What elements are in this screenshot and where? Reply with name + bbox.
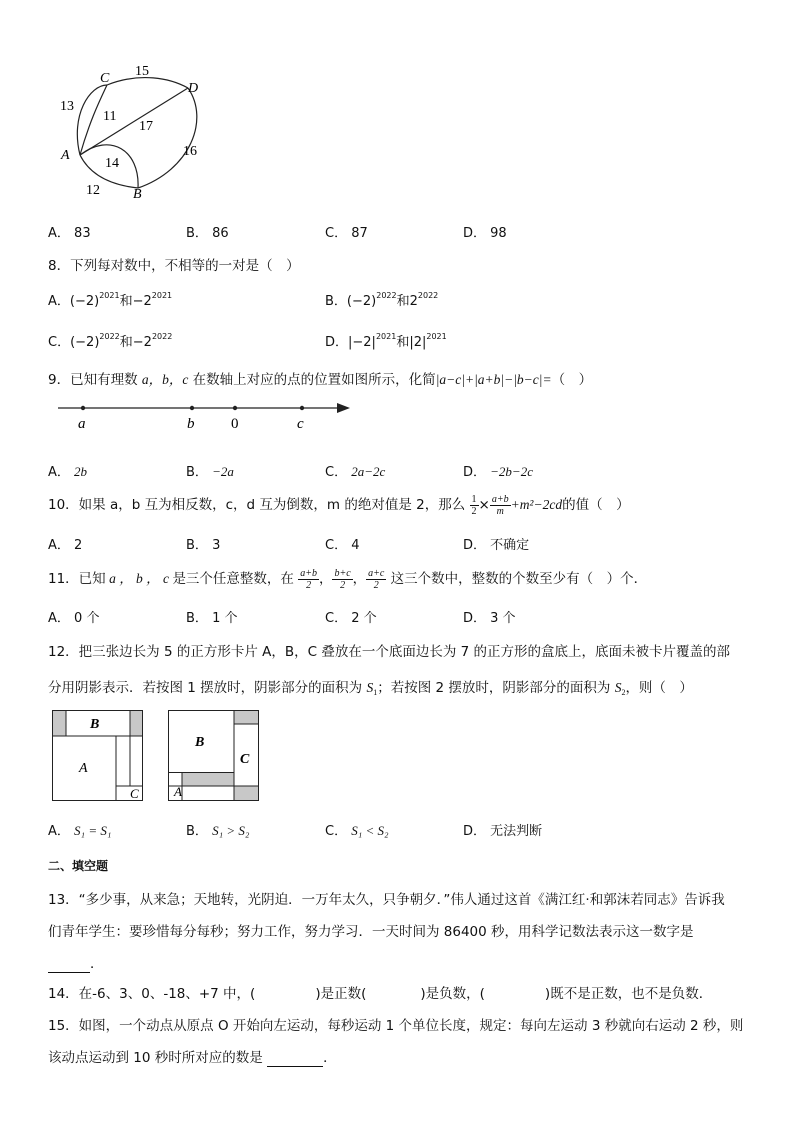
edge-12: 12 [86, 183, 100, 198]
section-heading-fill-in: 二、填空题 [48, 859, 109, 873]
q7-option-d: D． 98 [463, 226, 507, 241]
axis-label-a: a [78, 416, 86, 432]
q11-option-c: C． 2 个 [325, 611, 377, 626]
q10-option-c: C． 4 [325, 538, 360, 553]
axis-label-c: c [297, 416, 304, 432]
q13-line-2: 们青年学生：要珍惜每分每秒；努力工作，努力学习．一天时间为 86400 秒，用科学记数法表示这一数字是 [48, 924, 694, 940]
fraction-a-plus-c: $\frac{a+c}{2}$ [368, 567, 385, 591]
fig2-label-b: B [195, 735, 205, 750]
fig2-label-a: A [174, 784, 182, 799]
axis-label-b: b [187, 416, 195, 432]
fraction-a-plus-b-over-m: $\frac{a+b}{m}$ [491, 493, 509, 517]
edge-14: 14 [105, 156, 119, 171]
point-d: D [188, 81, 199, 96]
q12-option-c: C． S₁ < S₂ [325, 823, 389, 839]
q11-option-b: B． 1 个 [186, 611, 238, 626]
q8-option-d: D．$|-2|^{2021}$和$|2|^{2021}$ [325, 332, 447, 350]
q12-option-d: D． 无法判断 [463, 824, 543, 839]
q7-figure [50, 60, 220, 205]
point-a: A [61, 148, 70, 163]
q7-option-b: B． 86 [186, 226, 229, 241]
fig1-label-c: C [130, 786, 139, 801]
q13-blank[interactable] [48, 956, 90, 973]
q10-option-d: D． 不确定 [463, 538, 530, 553]
q7-option-c: C． 87 [325, 226, 368, 241]
fraction-half: $\frac{1}{2}$ [471, 493, 477, 517]
q13-line-1: 13．“多少事，从来急；天地转，光阴迫．一万年太久，只争朝夕．”伟人通过这首《满江红·和郭沫若同志》告诉我 [48, 892, 725, 908]
edge-16: 16 [183, 144, 197, 159]
q12-option-a: A． S₁ = S₁ [48, 823, 112, 839]
fig1-label-b: B [90, 717, 100, 732]
q8-option-a: A．$(-2)^{2021}$和$-2^{2021}$ [48, 291, 173, 309]
q12-figure-1 [52, 710, 147, 802]
q10-option-a: A． 2 [48, 538, 83, 553]
fraction-a-plus-b: $\frac{a+b}{2}$ [300, 567, 317, 591]
fig2-label-c: C [240, 752, 250, 767]
fig1-label-a: A [79, 761, 88, 776]
point-c: C [100, 71, 110, 86]
q9-number-line [55, 398, 355, 434]
q9-stem: 9．已知有理数 a，b，c 在数轴上对应的点的位置如图所示，化简|a−c|+|a+b|−|b−c|=（ ） [48, 372, 593, 388]
q11-option-a: A． 0 个 [48, 611, 100, 626]
q9-option-c: C． 2a−2c [325, 464, 386, 480]
q15-line-1: 15．如图，一个动点从原点 O 开始向左运动，每秒运动 1 个单位长度，规定：每向左运动 3 秒就向右运动 2 秒，则 [48, 1018, 744, 1034]
q9-option-a: A． 2b [48, 464, 88, 480]
q10-stem: 10．如果 a，b 互为相反数，c，d 互为倒数，m 的绝对值是 2，那么 $\frac{1}{2}$ × $\frac{a+b}{m}$ +m²−2cd的值（ ） [48, 493, 630, 517]
q9-option-d: D． −2b−2c [463, 464, 533, 480]
q8-option-c: C．$(-2)^{2022}$和$-2^{2022}$ [48, 332, 173, 350]
q15-line-2: 该动点运动到 10 秒时所对应的数是 ． [48, 1050, 337, 1066]
q8-option-b: B．$(-2)^{2022}$和$2^{2022}$ [325, 291, 439, 309]
q12-line-2: 分用阴影表示．若按图 1 摆放时，阴影部分的面积为 $S_1$；若按图 2 摆放时，阴影部分的面积为 $S_2$，则（ ） [48, 680, 693, 697]
q7-option-a: A． 83 [48, 226, 91, 241]
edge-13: 13 [60, 99, 74, 114]
q11-stem: 11．已知 a ， b ， c 是三个任意整数，在 $\frac{a+b}{2}$ ， $\frac{b+c}{2}$ ， $\frac{a+c}{2}$ 这三个数中，整数的个数至少有（ ）个． [48, 567, 648, 591]
q12-figure-2 [168, 710, 263, 802]
q13-answer: ． [48, 952, 104, 973]
point-b: B [133, 187, 142, 202]
q15-blank[interactable] [267, 1050, 323, 1067]
q10-option-b: B． 3 [186, 538, 221, 553]
fraction-b-plus-c: $\frac{b+c}{2}$ [334, 567, 351, 591]
q9-option-b: B． −2a [186, 464, 234, 480]
q14-stem: 14．在-6、3、0、-18、+7 中，( )是正数( )是负数，( )既不是正数，也不是负数． [48, 986, 713, 1002]
edge-15: 15 [135, 64, 149, 79]
q8-stem: 8．下列每对数中，不相等的一对是（ ） [48, 258, 300, 274]
axis-label-zero: 0 [231, 416, 239, 432]
q12-option-b: B． S₁ > S₂ [186, 823, 250, 839]
q12-line-1: 12．把三张边长为 5 的正方形卡片 A，B，C 叠放在一个底面边长为 7 的正方形的盒底上，底面未被卡片覆盖的部 [48, 644, 731, 660]
q11-option-d: D． 3 个 [463, 611, 516, 626]
edge-11: 11 [103, 109, 117, 124]
edge-17: 17 [139, 119, 153, 134]
